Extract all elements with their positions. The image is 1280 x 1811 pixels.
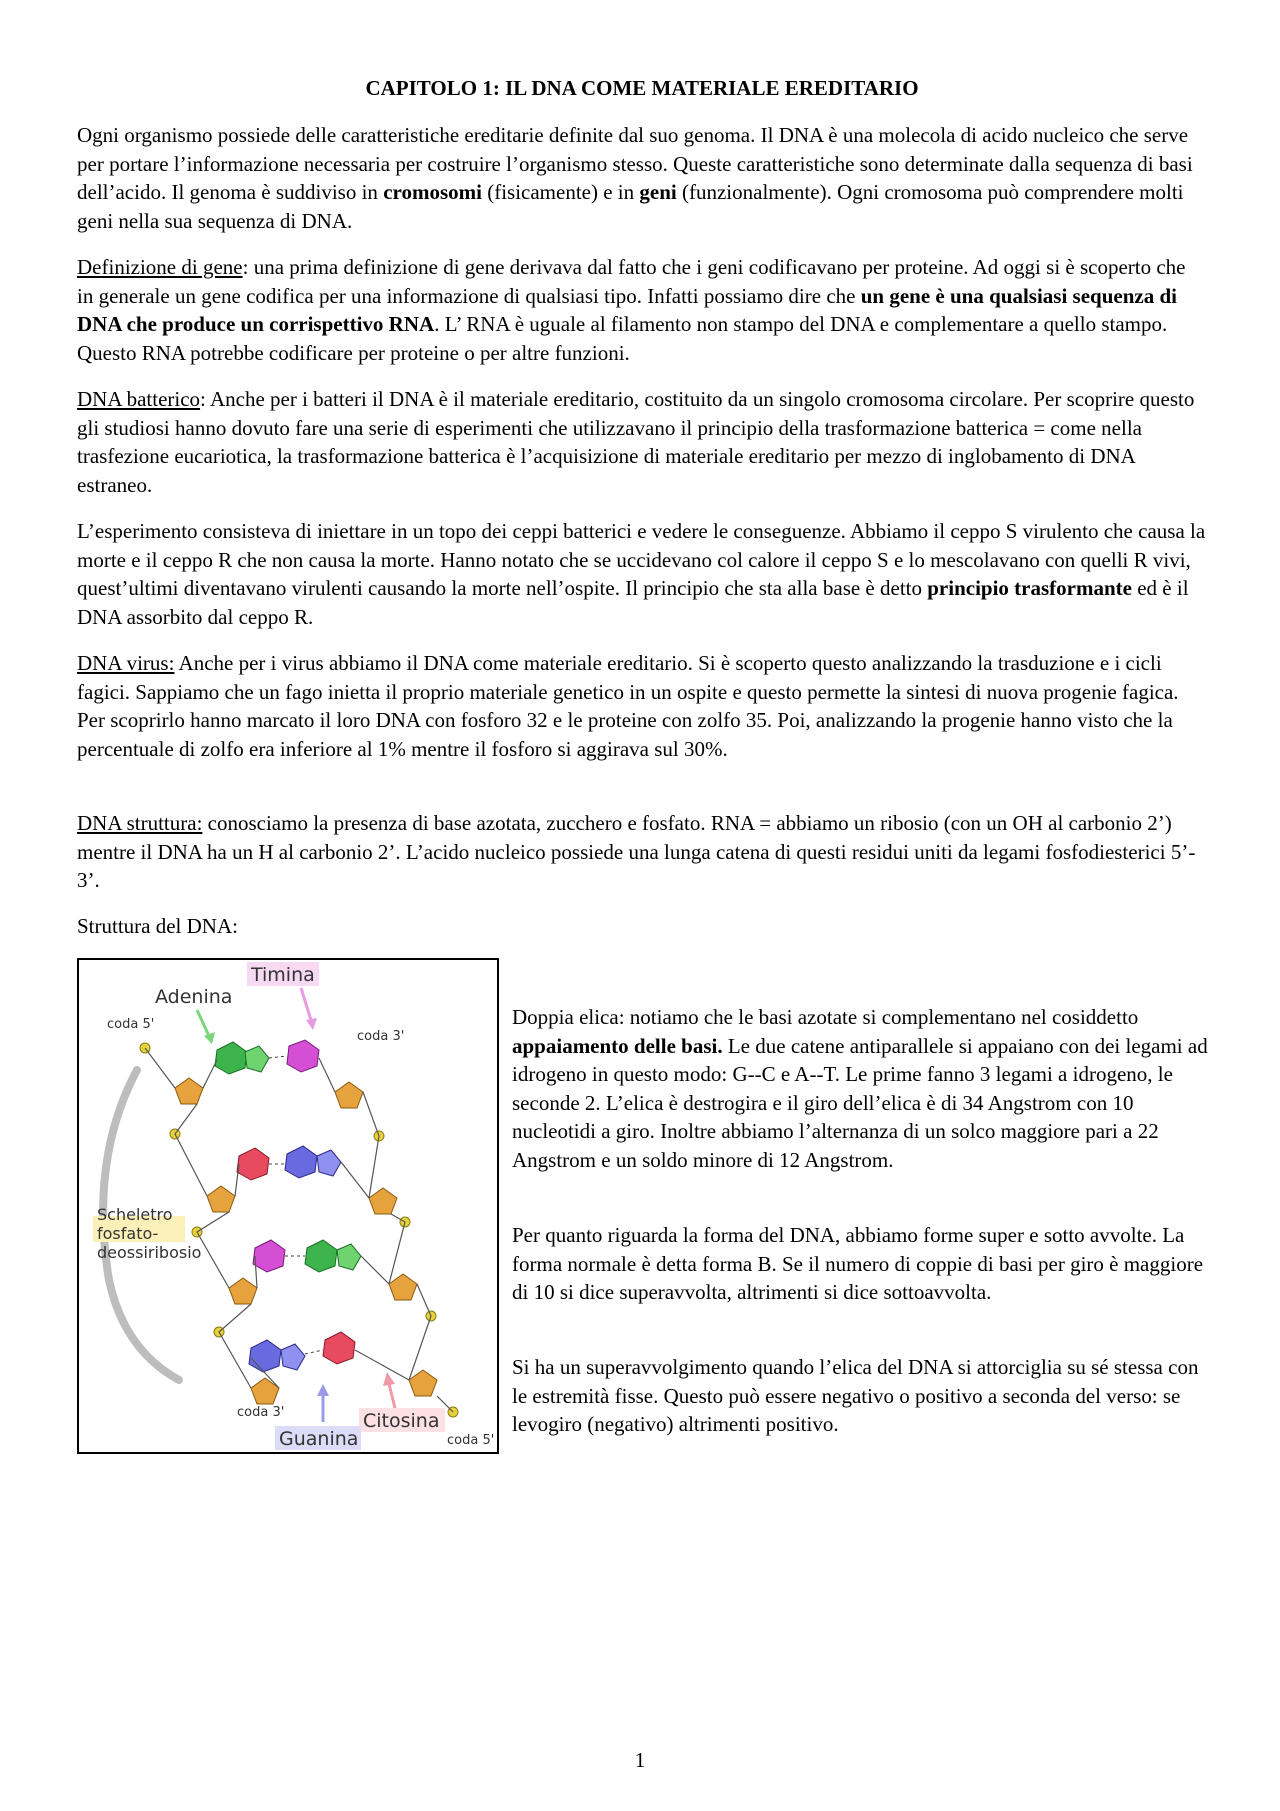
paragraph-superavvolgimento: Si ha un superavvolgimento quando l’elica del DNA si attorciglia su sé stessa con le estremità fisse. Questo può essere negativo o positivo a seconda del verso: se levogiro (negativo) altrimenti positivo.	[512, 1355, 1199, 1437]
arrow-adenina	[197, 1010, 209, 1036]
text: L’esperimento consisteva di iniettare in un topo dei ceppi batterici e vedere le conseguenze. Abbiamo il ceppo S virulento che causa la morte e il ceppo R che non causa la morte. Hanno notato che se uccidevano col calore il ceppo S e lo mescolavano con quelli R vivi, quest’ultimi diventavano virulenti causando la morte nell’ospite. Il principio che sta alla base è detto	[77, 519, 1206, 601]
bold-term-cromosomi: cromosomi	[383, 180, 482, 205]
citosina-base-2	[237, 1148, 269, 1180]
base-links	[203, 1058, 409, 1388]
arrow-head-guanina	[317, 1384, 329, 1396]
text: : Anche per i batteri il DNA è il materiale ereditario, costituito da un singolo cromosoma circolare. Per scoprire questo gli studiosi hanno dovuto fare una serie di esperimenti che utilizzavano il principio della trasformazione batterica = come nella trasfezione eucariotica, la trasformazione batterica è l’acquisizione di materiale ereditario per mezzo di inglobamento di DNA estraneo.	[77, 387, 1195, 497]
paragraph-dna-batterico	[77, 385, 1207, 499]
paragraph-definizione-gene	[77, 253, 1207, 367]
page-number: 1	[634, 1748, 646, 1772]
text: Anche per i virus abbiamo il DNA come materiale ereditario. Si è scoperto questo analizzando la trasduzione e i cicli fagici. Sappiamo che un fago inietta il proprio materiale genetico in un ospite e questo permette la sintesi di nuova progenie fagica. Per scoprirlo hanno marcato il loro DNA con fosforo 32 e le proteine con zolfo 35. Poi, analizzando la progenie hanno visto che la percentuale di zolfo era inferiore al 1% mentre il fosforo si aggirava sul 30%.	[77, 651, 1179, 761]
sugar-1	[175, 1078, 203, 1104]
sugar-8	[409, 1370, 437, 1396]
guanina-ring-4	[281, 1344, 305, 1370]
text: . L’ RNA è uguale al filamento non stampo del DNA e complementare a quello stampo. Questo RNA potrebbe codificare per proteine o per altre funzioni.	[77, 312, 1168, 365]
text: Ogni organismo possiede delle caratteristiche ereditarie definite dal suo genoma. Il DNA è una molecola di acido nucleico che serve per portare l’informazione necessaria per costruire l’organismo stesso. Queste caratteristiche sono determinate dalla sequenza di basi dell’acido. Il genoma è suddiviso in	[77, 123, 1193, 205]
label-coda3-top: coda 3'	[357, 1029, 405, 1044]
sugar-6	[389, 1274, 417, 1300]
text: Doppia elica: notiamo che le basi azotate si complementano nel cosiddetto	[512, 1005, 1139, 1029]
paragraph-dna-virus	[77, 649, 1207, 763]
section-heading-definizione-gene: Definizione di gene	[77, 255, 243, 279]
bold-term-geni: geni	[639, 180, 677, 205]
adenina-ring-3	[337, 1244, 361, 1270]
sugar-4	[369, 1188, 397, 1214]
text: Le due catene antiparallele si appaiano con dei legami ad idrogeno in questo modo: G--C e A--T. Le prime fanno 3 legami a idrogeno, le seconde 2. L’elica è destrogira e il giro dell’elica è di 34 Angstrom con 10 nucleotidi a giro. Inoltre abbiamo l’alternanza di un solco maggiore pari a 22 Angstrom e un soldo minore di 12 Angstrom.	[512, 1033, 1208, 1172]
section-heading-dna-virus: DNA virus:	[77, 651, 175, 675]
arrow-citosina	[389, 1384, 395, 1408]
text: (funzionalmente). Ogni cromosoma può comprendere molti geni nella sua sequenza di DNA.	[77, 180, 1184, 233]
guanina-ring-2	[317, 1150, 341, 1176]
text: ed è il DNA assorbito dal ceppo R.	[77, 576, 1189, 629]
paragraph-intro	[77, 121, 1207, 235]
label-citosina: Citosina	[363, 1410, 440, 1432]
dna-structure-figure	[77, 958, 499, 1454]
bold-term-principio-trasformante: principio trasformante	[927, 576, 1132, 601]
text: (fisicamente) e in	[481, 180, 640, 205]
label-scheletro-2: fosfato-	[97, 1224, 159, 1243]
paragraph-struttura-label: Struttura del DNA:	[77, 914, 238, 938]
hbond-1	[269, 1056, 287, 1058]
arrow-head-citosina	[383, 1372, 395, 1386]
guanina-base-4	[249, 1340, 281, 1372]
sugar-5	[229, 1278, 257, 1304]
text: : una prima definizione di gene derivava dal fatto che i geni codificavano per proteine. Ad oggi si è scoperto che in generale un gene codifica per una informazione di qualsiasi tipo. Infatti possiamo dire che	[77, 255, 1186, 308]
paragraph-doppia-elica	[512, 1003, 1212, 1175]
arrow-timina	[301, 988, 311, 1020]
paragraph-esperimento	[77, 517, 1207, 631]
paragraph-forma-dna: Per quanto riguarda la forma del DNA, abbiamo forme super e sotto avvolte. La forma normale è detta forma B. Se il numero di coppie di basi per giro è maggiore di 10 si dice superavvolta, altrimenti si dice sottoavvolta.	[512, 1223, 1204, 1305]
label-coda5-top: coda 5'	[107, 1017, 155, 1032]
label-adenina: Adenina	[155, 986, 233, 1008]
paragraph-dna-struttura	[77, 809, 1207, 895]
label-guanina: Guanina	[279, 1428, 359, 1450]
label-coda3-bottom: coda 3'	[237, 1405, 285, 1420]
adenina-ring-1	[245, 1046, 269, 1072]
section-heading-dna-struttura: DNA struttura:	[77, 811, 203, 835]
label-scheletro-3: deossiribosio	[97, 1243, 202, 1262]
arrow-head-timina	[306, 1018, 317, 1030]
sugar-3	[207, 1186, 235, 1212]
bold-term-appaiamento: appaiamento delle basi.	[512, 1033, 723, 1058]
adenina-base-3	[305, 1240, 337, 1272]
guanina-base-2	[285, 1146, 317, 1178]
citosina-base-4	[323, 1332, 355, 1364]
chapter-title: CAPITOLO 1: IL DNA COME MATERIALE EREDITARIO	[365, 76, 919, 100]
label-timina: Timina	[251, 964, 315, 986]
hbond-4	[305, 1350, 323, 1354]
sugar-7	[251, 1378, 279, 1404]
label-coda5-bottom: coda 5'	[447, 1433, 495, 1448]
section-heading-dna-batterico: DNA batterico	[77, 387, 201, 411]
label-scheletro-1: Scheletro	[97, 1205, 173, 1224]
timina-base-3	[253, 1240, 285, 1272]
adenina-base-1	[215, 1042, 247, 1074]
dna-diagram	[79, 960, 497, 1452]
sugar-2	[335, 1082, 363, 1108]
timina-base-1	[287, 1040, 319, 1072]
bold-definition-gene: un gene è una qualsiasi sequenza di DNA che produce un corrispettivo RNA	[77, 283, 1177, 337]
text: conosciamo la presenza di base azotata, zucchero e fosfato. RNA = abbiamo un ribosio (con un OH al carbonio 2’) mentre il DNA ha un H al carbonio 2’. L’acido nucleico possiede una lunga catena di questi residui uniti da legami fosfodiesterici 5’- 3’.	[77, 811, 1196, 893]
